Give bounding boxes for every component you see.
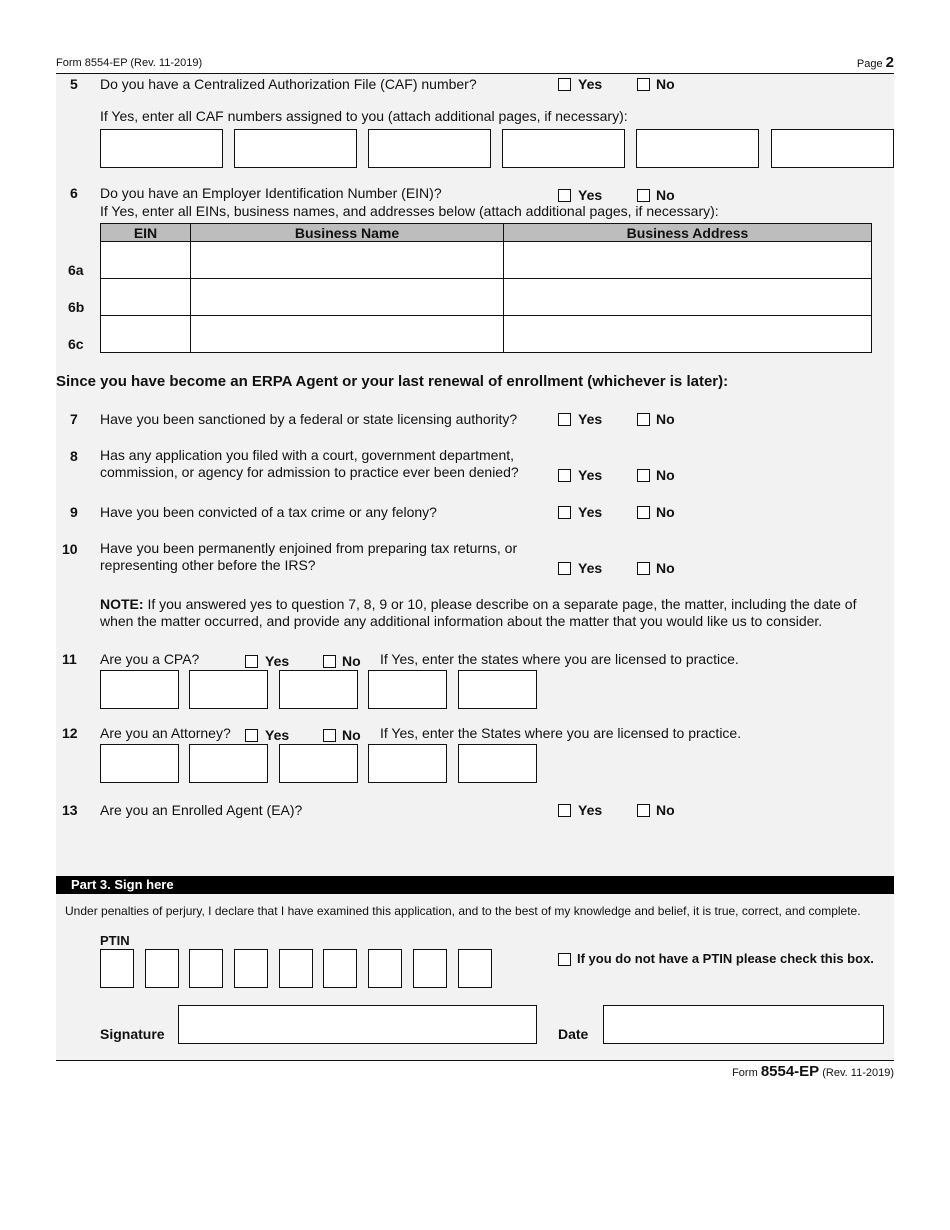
page-number xyxy=(857,54,894,71)
q10-no-label: No xyxy=(656,560,675,576)
attorney-state-field-3[interactable] xyxy=(279,744,358,783)
q7-no-checkbox[interactable] xyxy=(637,413,650,426)
q5-yes-label: Yes xyxy=(578,76,603,92)
q12-instruction: If Yes, enter the States where you are licensed to practice. xyxy=(380,725,742,741)
ptin-digit-2[interactable] xyxy=(145,949,179,988)
no-ptin-checkbox[interactable] xyxy=(558,953,571,966)
q7-number: 7 xyxy=(70,411,78,427)
cpa-state-field-2[interactable] xyxy=(189,670,268,709)
q10-text-line1: Have you been permanently enjoined from preparing tax returns, or xyxy=(100,540,518,556)
q5-text: Do you have a Centralized Authorization File (CAF) number? xyxy=(100,76,477,92)
q13-number: 13 xyxy=(62,802,78,818)
q9-yes-label: Yes xyxy=(578,504,603,520)
q8-text-line1: Has any application you filed with a court, government department, xyxy=(100,447,515,463)
caf-number-field-4[interactable] xyxy=(502,129,625,168)
note-text-line2: when the matter occurred, and provide any additional information about the matter that you would like us to consider. xyxy=(100,613,823,629)
ein-input-6c[interactable] xyxy=(101,316,191,353)
note-text-line1: If you answered yes to question 7, 8, 9 or 10, please describe on a separate page, the matter, including the date of xyxy=(147,596,857,612)
q8-number: 8 xyxy=(70,448,78,464)
q11-number: 11 xyxy=(62,651,77,667)
q10-no-checkbox[interactable] xyxy=(637,562,650,575)
ptin-digit-7[interactable] xyxy=(368,949,402,988)
ptin-digit-1[interactable] xyxy=(100,949,134,988)
q6-no-label: No xyxy=(656,187,675,203)
q8-yes-checkbox[interactable] xyxy=(558,469,571,482)
q12-yes-checkbox[interactable] xyxy=(245,729,258,742)
business-name-input-6b[interactable] xyxy=(191,279,504,316)
q12-yes-label: Yes xyxy=(265,727,290,743)
part3-title: Part 3. Sign here xyxy=(71,877,174,892)
page-prefix: Page xyxy=(856,58,883,70)
q6-number: 6 xyxy=(70,185,78,201)
q11-text: Are you a CPA? xyxy=(100,651,200,667)
footer-form-number: 8554-EP xyxy=(760,1063,820,1080)
q5-sub-text: If Yes, enter all CAF numbers assigned to you (attach additional pages, if necessary): xyxy=(100,108,628,124)
cpa-state-field-5[interactable] xyxy=(458,670,537,709)
footer-revision: (Rev. 11-2019) xyxy=(822,1067,894,1079)
form-header-label: Form 8554-EP (Rev. 11-2019) xyxy=(56,57,203,69)
q5-number: 5 xyxy=(70,76,78,92)
q7-text: Have you been sanctioned by a federal or state licensing authority? xyxy=(100,411,518,427)
business-name-input-6a[interactable] xyxy=(191,242,504,279)
q9-no-label: No xyxy=(656,504,675,520)
q13-text: Are you an Enrolled Agent (EA)? xyxy=(100,802,303,818)
table-row xyxy=(101,316,872,353)
row-label-6a: 6a xyxy=(68,262,84,278)
date-field[interactable] xyxy=(603,1005,884,1044)
caf-number-field-3[interactable] xyxy=(368,129,491,168)
attorney-state-field-2[interactable] xyxy=(189,744,268,783)
q7-yes-checkbox[interactable] xyxy=(558,413,571,426)
ein-input-6b[interactable] xyxy=(101,279,191,316)
q11-instruction: If Yes, enter the states where you are licensed to practice. xyxy=(380,651,739,667)
attorney-state-field-5[interactable] xyxy=(458,744,537,783)
q8-no-label: No xyxy=(656,467,675,483)
q9-text: Have you been convicted of a tax crime or any felony? xyxy=(100,504,437,520)
row-label-6b: 6b xyxy=(68,299,85,315)
q10-number: 10 xyxy=(62,541,78,557)
q13-no-checkbox[interactable] xyxy=(637,804,650,817)
q13-no-label: No xyxy=(656,802,675,818)
cpa-state-field-4[interactable] xyxy=(368,670,447,709)
ptin-digit-5[interactable] xyxy=(279,949,313,988)
no-ptin-label: If you do not have a PTIN please check this box. xyxy=(577,951,874,966)
signature-label: Signature xyxy=(100,1026,165,1042)
q6-text: Do you have an Employer Identification Number (EIN)? xyxy=(100,185,442,201)
q8-text-line2: commission, or agency for admission to practice ever been denied? xyxy=(100,464,519,480)
q5-yes-checkbox[interactable] xyxy=(558,78,571,91)
page-number-value: 2 xyxy=(885,54,894,71)
business-name-column-header: Business Name xyxy=(191,224,504,242)
q12-no-checkbox[interactable] xyxy=(323,729,336,742)
q11-yes-label: Yes xyxy=(265,653,290,669)
q7-no-label: No xyxy=(656,411,675,427)
business-address-column-header: Business Address xyxy=(504,224,872,242)
caf-number-field-1[interactable] xyxy=(100,129,223,168)
q13-yes-checkbox[interactable] xyxy=(558,804,571,817)
ptin-digit-9[interactable] xyxy=(458,949,492,988)
cpa-state-field-1[interactable] xyxy=(100,670,179,709)
footer-prefix: Form xyxy=(732,1067,758,1079)
table-row xyxy=(101,242,872,279)
q6-sub-text: If Yes, enter all EINs, business names, and addresses below (attach additional pages, if necessary): xyxy=(100,203,719,219)
section-heading: Since you have become an ERPA Agent or your last renewal of enrollment (whichever is later): xyxy=(56,373,729,390)
ein-column-header: EIN xyxy=(101,224,191,242)
q13-yes-label: Yes xyxy=(578,802,603,818)
q10-yes-checkbox[interactable] xyxy=(558,562,571,575)
ein-input-6a[interactable] xyxy=(101,242,191,279)
ein-table-header xyxy=(101,224,872,242)
ptin-digit-3[interactable] xyxy=(189,949,223,988)
q11-no-label: No xyxy=(342,653,361,669)
q11-no-checkbox[interactable] xyxy=(323,655,336,668)
q6-no-checkbox[interactable] xyxy=(637,189,650,202)
q8-yes-label: Yes xyxy=(578,467,603,483)
business-address-input-6a[interactable] xyxy=(504,242,872,279)
q9-no-checkbox[interactable] xyxy=(637,506,650,519)
part3-header-bar xyxy=(56,876,894,894)
caf-number-field-6[interactable] xyxy=(771,129,894,168)
business-address-input-6b[interactable] xyxy=(504,279,872,316)
q6-yes-checkbox[interactable] xyxy=(558,189,571,202)
signature-field[interactable] xyxy=(178,1005,537,1044)
q7-yes-label: Yes xyxy=(578,411,603,427)
cpa-state-field-3[interactable] xyxy=(279,670,358,709)
footer-rule xyxy=(56,1060,894,1061)
q10-text-line2: representing other before the IRS? xyxy=(100,557,316,573)
caf-number-field-5[interactable] xyxy=(636,129,759,168)
ptin-digit-4[interactable] xyxy=(234,949,268,988)
business-name-input-6c[interactable] xyxy=(191,316,504,353)
q9-yes-checkbox[interactable] xyxy=(558,506,571,519)
q12-no-label: No xyxy=(342,727,361,743)
q11-yes-checkbox[interactable] xyxy=(245,655,258,668)
row-label-6c: 6c xyxy=(68,336,84,352)
q12-text: Are you an Attorney? xyxy=(100,725,231,741)
footer-form-label xyxy=(732,1063,894,1080)
q10-yes-label: Yes xyxy=(578,560,603,576)
table-row xyxy=(101,279,872,316)
q8-no-checkbox[interactable] xyxy=(637,469,650,482)
q9-number: 9 xyxy=(70,504,78,520)
ptin-digit-8[interactable] xyxy=(413,949,447,988)
note-label: NOTE: xyxy=(100,596,144,612)
date-label: Date xyxy=(558,1026,589,1042)
attorney-state-field-4[interactable] xyxy=(368,744,447,783)
attorney-state-field-1[interactable] xyxy=(100,744,179,783)
business-address-input-6c[interactable] xyxy=(504,316,872,353)
q5-no-checkbox[interactable] xyxy=(637,78,650,91)
caf-number-field-2[interactable] xyxy=(234,129,357,168)
perjury-declaration: Under penalties of perjury, I declare that I have examined this application, and to the best of my knowledge and belief, it is true, correct, and complete. xyxy=(65,904,861,918)
ein-table xyxy=(100,223,872,353)
q6-yes-label: Yes xyxy=(578,187,603,203)
q12-number: 12 xyxy=(62,725,78,741)
q5-no-label: No xyxy=(656,76,675,92)
note-line1 xyxy=(100,596,890,613)
ptin-digit-6[interactable] xyxy=(323,949,357,988)
ptin-label: PTIN xyxy=(100,933,130,948)
